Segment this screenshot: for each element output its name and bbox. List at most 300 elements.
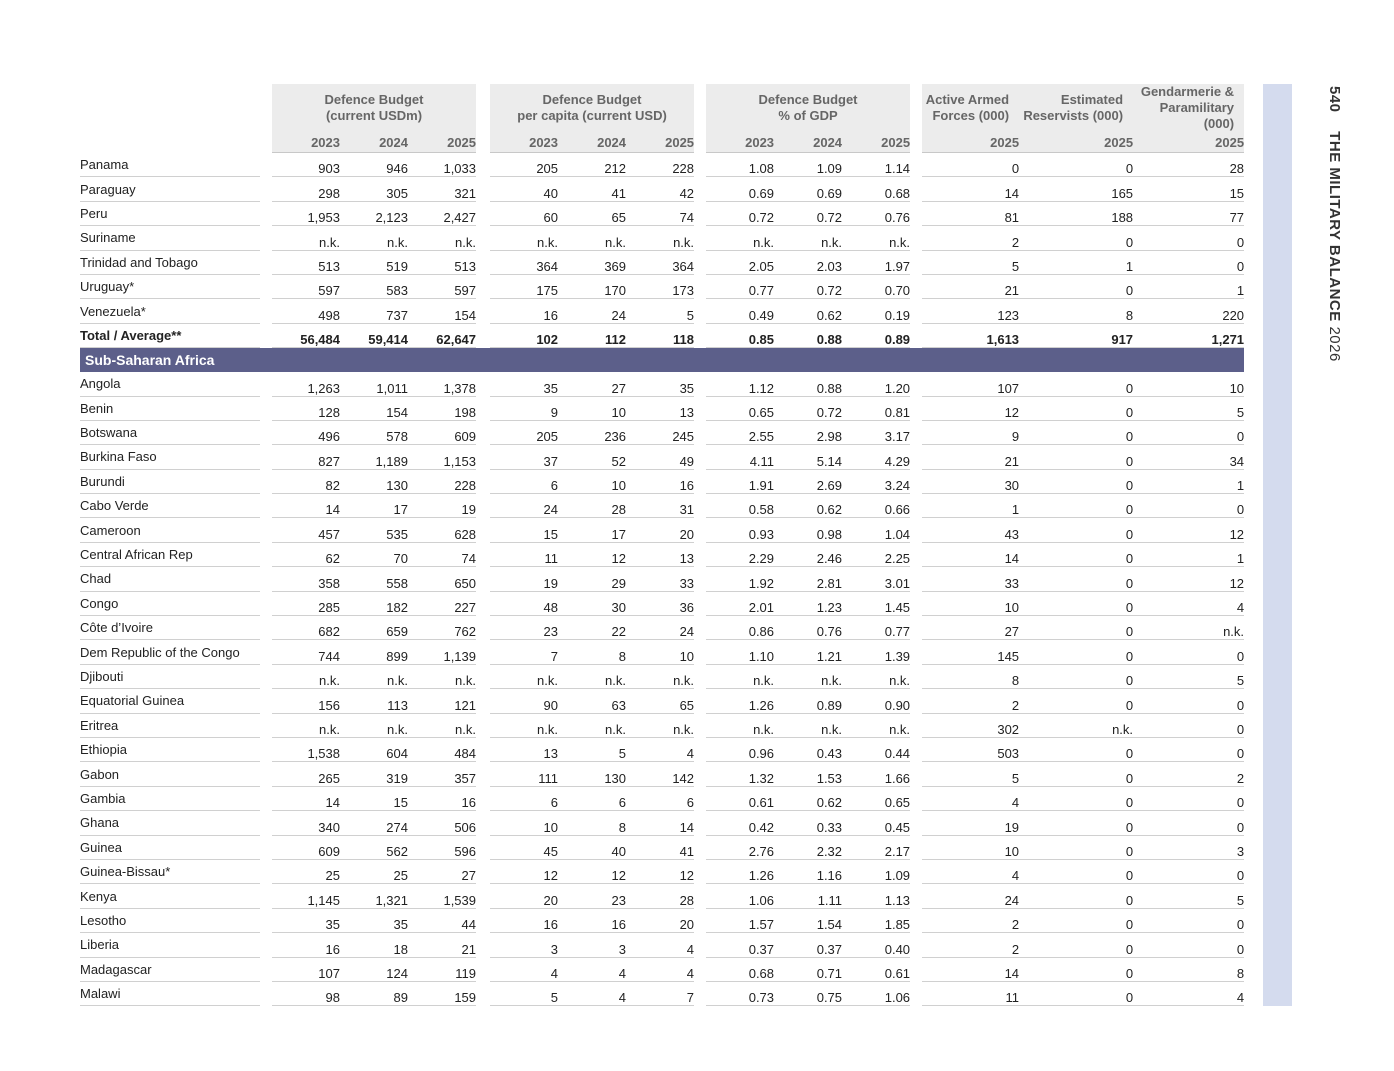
value-cell: 10	[626, 640, 694, 664]
value-cell: 0.66	[842, 494, 910, 518]
value-cell: 0.45	[842, 811, 910, 835]
value-cell: 0	[922, 153, 1019, 177]
value-cell: 21	[922, 275, 1019, 299]
value-cell: 0.62	[774, 494, 842, 518]
value-cell: 142	[626, 762, 694, 786]
value-cell: 18	[340, 933, 408, 957]
value-cell: n.k.	[408, 714, 476, 738]
value-cell: n.k.	[408, 665, 476, 689]
value-cell: 14	[272, 787, 340, 811]
value-cell: 0.81	[842, 397, 910, 421]
value-cell: 0	[1019, 836, 1133, 860]
table-row	[80, 518, 1244, 542]
value-cell: 14	[922, 958, 1019, 982]
value-cell: 2.98	[774, 421, 842, 445]
value-cell: 0	[1019, 421, 1133, 445]
value-cell: 597	[272, 275, 340, 299]
value-cell: 2.29	[706, 543, 774, 567]
value-cell: 62,647	[408, 324, 476, 348]
value-cell: n.k.	[706, 665, 774, 689]
value-cell: 1,378	[408, 372, 476, 396]
year-header: 2025	[408, 132, 476, 153]
value-cell: 0	[1019, 738, 1133, 762]
table-row	[80, 982, 1244, 1006]
value-cell: n.k.	[340, 226, 408, 250]
value-cell: 44	[408, 909, 476, 933]
value-cell: 2.17	[842, 836, 910, 860]
value-cell: 0	[1019, 884, 1133, 908]
value-cell: 0.37	[774, 933, 842, 957]
country-name: Chad	[80, 567, 260, 591]
value-cell: 24	[558, 299, 626, 323]
value-cell: 3	[1133, 836, 1244, 860]
value-cell: 17	[340, 494, 408, 518]
value-cell: n.k.	[626, 714, 694, 738]
value-cell: 596	[408, 836, 476, 860]
value-cell: 1,033	[408, 153, 476, 177]
value-cell: 2.25	[842, 543, 910, 567]
value-cell: 0.62	[774, 787, 842, 811]
value-cell: 0.71	[774, 958, 842, 982]
value-cell: 0.73	[706, 982, 774, 1006]
value-cell: 340	[272, 811, 340, 835]
value-cell: 0	[1019, 592, 1133, 616]
value-cell: 558	[340, 567, 408, 591]
value-cell: 0	[1133, 909, 1244, 933]
value-cell: 0.96	[706, 738, 774, 762]
value-cell: 35	[626, 372, 694, 396]
value-cell: 604	[340, 738, 408, 762]
value-cell: 0	[1019, 616, 1133, 640]
value-cell: 2.69	[774, 470, 842, 494]
value-cell: 0	[1019, 372, 1133, 396]
value-cell: 82	[272, 470, 340, 494]
value-cell: 59,414	[340, 324, 408, 348]
table-row	[80, 226, 1244, 250]
value-cell: 8	[558, 811, 626, 835]
value-cell: 496	[272, 421, 340, 445]
value-cell: 6	[626, 787, 694, 811]
year-header: 2025	[1019, 132, 1133, 153]
value-cell: 0.72	[706, 202, 774, 226]
value-cell: 519	[340, 251, 408, 275]
table-row	[80, 665, 1244, 689]
value-cell: 12	[1133, 518, 1244, 542]
value-cell: 609	[272, 836, 340, 860]
value-cell: 0.61	[706, 787, 774, 811]
value-cell: 41	[558, 177, 626, 201]
side-color-band	[1263, 84, 1292, 1006]
value-cell: 1.10	[706, 640, 774, 664]
value-cell: 2.03	[774, 251, 842, 275]
value-cell: 0	[1019, 933, 1133, 957]
value-cell: 28	[558, 494, 626, 518]
value-cell: 128	[272, 397, 340, 421]
country-name: Total / Average**	[80, 324, 260, 348]
country-name: Suriname	[80, 226, 260, 250]
value-cell: 13	[626, 397, 694, 421]
value-cell: 124	[340, 958, 408, 982]
value-cell: 357	[408, 762, 476, 786]
country-name: Ethiopia	[80, 738, 260, 762]
value-cell: 4	[1133, 592, 1244, 616]
value-cell: 5	[1133, 397, 1244, 421]
value-cell: 4.11	[706, 445, 774, 469]
value-cell: 74	[626, 202, 694, 226]
value-cell: n.k.	[1133, 616, 1244, 640]
value-cell: 827	[272, 445, 340, 469]
value-cell: 1.04	[842, 518, 910, 542]
value-cell: 43	[922, 518, 1019, 542]
value-cell: 1	[1133, 543, 1244, 567]
value-cell: 111	[490, 762, 558, 786]
value-cell: 0.86	[706, 616, 774, 640]
year-header: 2023	[272, 132, 340, 153]
value-cell: 6	[558, 787, 626, 811]
value-cell: 1,539	[408, 884, 476, 908]
value-cell: 25	[340, 860, 408, 884]
value-cell: 1	[922, 494, 1019, 518]
country-name: Ghana	[80, 811, 260, 835]
value-cell: 2.32	[774, 836, 842, 860]
value-cell: 2,427	[408, 202, 476, 226]
table-row	[80, 811, 1244, 835]
table-row	[80, 202, 1244, 226]
value-cell: 227	[408, 592, 476, 616]
value-cell: 1.12	[706, 372, 774, 396]
value-cell: 13	[490, 738, 558, 762]
country-name: Paraguay	[80, 177, 260, 201]
value-cell: 2	[922, 689, 1019, 713]
year-header: 2025	[1133, 132, 1244, 153]
value-cell: 0.44	[842, 738, 910, 762]
value-cell: 0	[1019, 665, 1133, 689]
value-cell: n.k.	[626, 665, 694, 689]
value-cell: 0	[1133, 860, 1244, 884]
value-cell: 1.91	[706, 470, 774, 494]
value-cell: 70	[340, 543, 408, 567]
value-cell: 0.72	[774, 275, 842, 299]
table-row	[80, 738, 1244, 762]
value-cell: 12	[1133, 567, 1244, 591]
value-cell: 107	[922, 372, 1019, 396]
value-cell: 90	[490, 689, 558, 713]
value-cell: 0	[1133, 251, 1244, 275]
value-cell: 27	[408, 860, 476, 884]
value-cell: 205	[490, 153, 558, 177]
value-cell: 212	[558, 153, 626, 177]
country-name: Lesotho	[80, 909, 260, 933]
value-cell: 31	[626, 494, 694, 518]
table-row	[80, 689, 1244, 713]
country-name: Central African Rep	[80, 543, 260, 567]
value-cell: 0.76	[842, 202, 910, 226]
value-cell: 5	[1133, 884, 1244, 908]
value-cell: 34	[1133, 445, 1244, 469]
country-name: Kenya	[80, 884, 260, 908]
table-row	[80, 836, 1244, 860]
value-cell: 19	[408, 494, 476, 518]
value-cell: n.k.	[706, 714, 774, 738]
year-header: 2025	[626, 132, 694, 153]
value-cell: 42	[626, 177, 694, 201]
value-cell: 24	[626, 616, 694, 640]
value-cell: 11	[922, 982, 1019, 1006]
value-cell: 650	[408, 567, 476, 591]
value-cell: 0	[1019, 153, 1133, 177]
value-cell: 24	[922, 884, 1019, 908]
value-cell: 513	[408, 251, 476, 275]
value-cell: 319	[340, 762, 408, 786]
value-cell: 0.85	[706, 324, 774, 348]
value-cell: 30	[922, 470, 1019, 494]
value-cell: 0	[1019, 787, 1133, 811]
value-cell: 98	[272, 982, 340, 1006]
value-cell: 112	[558, 324, 626, 348]
value-cell: 35	[272, 909, 340, 933]
value-cell: 0	[1133, 640, 1244, 664]
value-cell: n.k.	[774, 714, 842, 738]
value-cell: n.k.	[272, 714, 340, 738]
country-name: Equatorial Guinea	[80, 689, 260, 713]
value-cell: 173	[626, 275, 694, 299]
value-cell: 0.98	[774, 518, 842, 542]
table-row	[80, 372, 1244, 396]
value-cell: 21	[408, 933, 476, 957]
value-cell: 1.57	[706, 909, 774, 933]
country-name: Botswana	[80, 421, 260, 445]
value-cell: 220	[1133, 299, 1244, 323]
value-cell: 0.40	[842, 933, 910, 957]
value-cell: 1.08	[706, 153, 774, 177]
value-cell: 228	[626, 153, 694, 177]
value-cell: 0	[1019, 518, 1133, 542]
value-cell: 165	[1019, 177, 1133, 201]
table-row	[80, 567, 1244, 591]
value-cell: 145	[922, 640, 1019, 664]
value-cell: 0.69	[774, 177, 842, 201]
value-cell: 0.68	[842, 177, 910, 201]
value-cell: 1,189	[340, 445, 408, 469]
value-cell: 6	[490, 787, 558, 811]
value-cell: 19	[490, 567, 558, 591]
value-cell: 5	[490, 982, 558, 1006]
running-header	[1326, 86, 1343, 362]
value-cell: 3.24	[842, 470, 910, 494]
value-cell: 5	[922, 251, 1019, 275]
value-cell: 0.68	[706, 958, 774, 982]
value-cell: 205	[490, 421, 558, 445]
value-cell: 4	[922, 860, 1019, 884]
year-header: 2025	[922, 132, 1019, 153]
value-cell: 188	[1019, 202, 1133, 226]
value-cell: 0	[1019, 811, 1133, 835]
value-cell: 1,613	[922, 324, 1019, 348]
value-cell: 4	[558, 958, 626, 982]
header-year-row	[80, 132, 1244, 153]
value-cell: 0	[1133, 714, 1244, 738]
year-header: 2024	[558, 132, 626, 153]
value-cell: 12	[558, 860, 626, 884]
value-cell: 4	[626, 738, 694, 762]
value-cell: 903	[272, 153, 340, 177]
value-cell: 1.11	[774, 884, 842, 908]
group-header-reservists: Estimated Reservists (000)	[1019, 84, 1133, 132]
value-cell: 1,271	[1133, 324, 1244, 348]
value-cell: 0.61	[842, 958, 910, 982]
country-name: Guinea-Bissau*	[80, 860, 260, 884]
value-cell: 737	[340, 299, 408, 323]
country-name: Eritrea	[80, 714, 260, 738]
value-cell: 4	[558, 982, 626, 1006]
value-cell: 89	[340, 982, 408, 1006]
value-cell: 4.29	[842, 445, 910, 469]
value-cell: 37	[490, 445, 558, 469]
value-cell: 113	[340, 689, 408, 713]
value-cell: 7	[626, 982, 694, 1006]
value-cell: 0	[1019, 494, 1133, 518]
value-cell: 36	[626, 592, 694, 616]
value-cell: 0	[1019, 567, 1133, 591]
country-name: Madagascar	[80, 958, 260, 982]
value-cell: 228	[408, 470, 476, 494]
value-cell: 2.05	[706, 251, 774, 275]
value-cell: 2.46	[774, 543, 842, 567]
value-cell: 609	[408, 421, 476, 445]
table-row	[80, 153, 1244, 177]
value-cell: n.k.	[558, 665, 626, 689]
country-name: Guinea	[80, 836, 260, 860]
value-cell: 2	[922, 909, 1019, 933]
year-header: 2024	[774, 132, 842, 153]
value-cell: 2.55	[706, 421, 774, 445]
value-cell: 5	[626, 299, 694, 323]
country-name: Peru	[80, 202, 260, 226]
value-cell: 298	[272, 177, 340, 201]
value-cell: 27	[922, 616, 1019, 640]
value-cell: 1.53	[774, 762, 842, 786]
value-cell: 0.49	[706, 299, 774, 323]
value-cell: 27	[558, 372, 626, 396]
value-cell: 0	[1019, 397, 1133, 421]
value-cell: 0	[1133, 811, 1244, 835]
value-cell: n.k.	[490, 714, 558, 738]
value-cell: 17	[558, 518, 626, 542]
value-cell: 0	[1019, 470, 1133, 494]
year-header: 2023	[706, 132, 774, 153]
value-cell: 274	[340, 811, 408, 835]
value-cell: 1.66	[842, 762, 910, 786]
table-row	[80, 445, 1244, 469]
country-name: Benin	[80, 397, 260, 421]
table-row	[80, 592, 1244, 616]
value-cell: 15	[490, 518, 558, 542]
value-cell: 5	[1133, 665, 1244, 689]
value-cell: 0	[1019, 958, 1133, 982]
value-cell: 60	[490, 202, 558, 226]
value-cell: n.k.	[558, 714, 626, 738]
value-cell: 457	[272, 518, 340, 542]
value-cell: 1,953	[272, 202, 340, 226]
value-cell: 0	[1019, 275, 1133, 299]
header-group-row	[80, 84, 1244, 132]
value-cell: 14	[626, 811, 694, 835]
value-cell: 4	[922, 787, 1019, 811]
value-cell: 2	[1133, 762, 1244, 786]
value-cell: 1.09	[842, 860, 910, 884]
defence-data-table	[80, 84, 1244, 1006]
value-cell: 0.72	[774, 202, 842, 226]
value-cell: 41	[626, 836, 694, 860]
value-cell: 0	[1133, 787, 1244, 811]
value-cell: 123	[922, 299, 1019, 323]
value-cell: 364	[490, 251, 558, 275]
value-cell: 9	[490, 397, 558, 421]
value-cell: 321	[408, 177, 476, 201]
table-row	[80, 177, 1244, 201]
value-cell: 16	[626, 470, 694, 494]
value-cell: 0.19	[842, 299, 910, 323]
value-cell: 19	[922, 811, 1019, 835]
table-row	[80, 397, 1244, 421]
value-cell: 0.69	[706, 177, 774, 201]
value-cell: 12	[922, 397, 1019, 421]
value-cell: 0.88	[774, 372, 842, 396]
value-cell: 0.65	[842, 787, 910, 811]
value-cell: 0	[1019, 543, 1133, 567]
value-cell: 1,263	[272, 372, 340, 396]
value-cell: 0.90	[842, 689, 910, 713]
value-cell: 14	[922, 177, 1019, 201]
value-cell: 484	[408, 738, 476, 762]
value-cell: 10	[490, 811, 558, 835]
value-cell: 2	[922, 226, 1019, 250]
country-name: Gambia	[80, 787, 260, 811]
value-cell: 236	[558, 421, 626, 445]
country-name: Gabon	[80, 762, 260, 786]
value-cell: 8	[922, 665, 1019, 689]
country-name: Burundi	[80, 470, 260, 494]
value-cell: 45	[490, 836, 558, 860]
value-cell: 0.70	[842, 275, 910, 299]
value-cell: 506	[408, 811, 476, 835]
value-cell: 22	[558, 616, 626, 640]
value-cell: 1,321	[340, 884, 408, 908]
value-cell: 20	[626, 518, 694, 542]
value-cell: 130	[340, 470, 408, 494]
value-cell: 33	[922, 567, 1019, 591]
value-cell: 0.76	[774, 616, 842, 640]
region-label: Sub-Saharan Africa	[80, 348, 1244, 372]
value-cell: 1.39	[842, 640, 910, 664]
value-cell: 1	[1019, 251, 1133, 275]
table-row	[80, 762, 1244, 786]
value-cell: 1.85	[842, 909, 910, 933]
value-cell: 0.37	[706, 933, 774, 957]
value-cell: 2.81	[774, 567, 842, 591]
table-row	[80, 616, 1244, 640]
value-cell: 1.32	[706, 762, 774, 786]
year-header: 2023	[490, 132, 558, 153]
value-cell: 154	[340, 397, 408, 421]
value-cell: 118	[626, 324, 694, 348]
value-cell: 102	[490, 324, 558, 348]
value-cell: 10	[558, 397, 626, 421]
value-cell: 899	[340, 640, 408, 664]
value-cell: 744	[272, 640, 340, 664]
value-cell: 0	[1019, 982, 1133, 1006]
value-cell: 4	[490, 958, 558, 982]
